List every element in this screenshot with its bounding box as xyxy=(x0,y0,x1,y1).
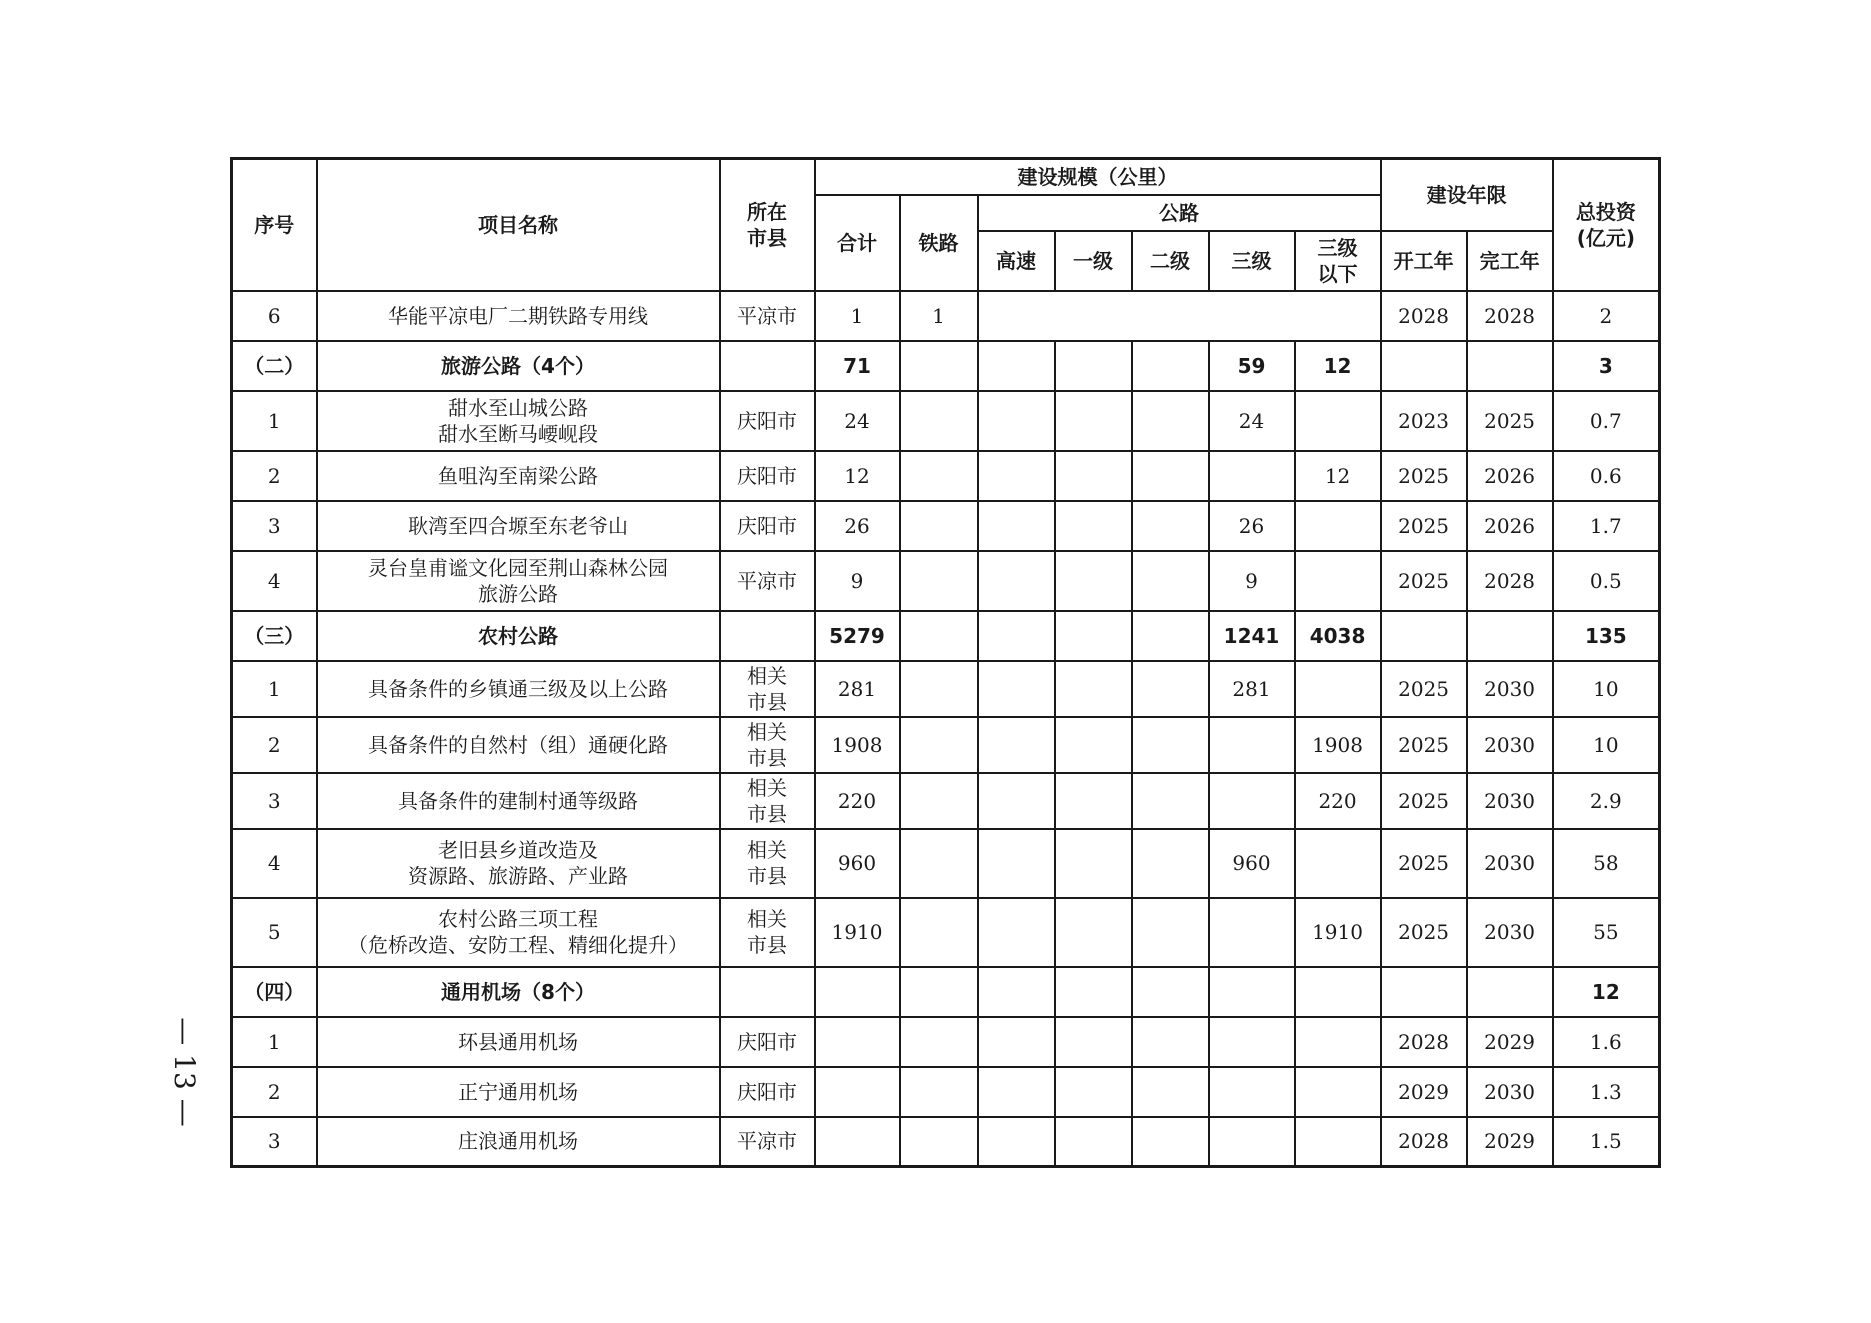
cell-seq: 3 xyxy=(232,1117,317,1167)
cell-location-line: 市县 xyxy=(747,689,787,714)
cell-seq: （三） xyxy=(232,611,317,661)
cell-grade1 xyxy=(1055,829,1132,898)
cell-seq: 1 xyxy=(232,1017,317,1067)
cell-railway xyxy=(900,611,978,661)
cell-location-line: 平凉市 xyxy=(737,568,797,593)
cell-location xyxy=(720,1067,815,1117)
table-row xyxy=(232,1117,1660,1167)
cell-grade2 xyxy=(1132,773,1209,829)
header-investment xyxy=(1553,159,1660,291)
cell-start-year: 2028 xyxy=(1381,1117,1467,1167)
cell-location-line: 相关 xyxy=(747,838,787,862)
cell-end-year: 2029 xyxy=(1467,1117,1553,1167)
cell-location xyxy=(720,611,815,661)
cell-below-grade3: 1908 xyxy=(1295,717,1381,773)
cell-project-name xyxy=(317,451,720,501)
cell-grade2 xyxy=(1132,1117,1209,1167)
cell-project-name xyxy=(317,717,720,773)
cell-project-name-line: 农村公路三项工程 xyxy=(438,907,598,931)
cell-start-year xyxy=(1381,341,1467,391)
cell-project-name-line: 鱼咀沟至南梁公路 xyxy=(438,463,598,488)
cell-investment: 55 xyxy=(1553,898,1660,967)
cell-project-name xyxy=(317,829,720,898)
cell-location-line: 市县 xyxy=(747,801,787,826)
header-highway-group: 公路 xyxy=(978,195,1381,231)
cell-grade1 xyxy=(1055,611,1132,661)
cell-location-line: 相关 xyxy=(747,719,787,744)
cell-end-year: 2026 xyxy=(1467,451,1553,501)
cell-grade2 xyxy=(1132,501,1209,551)
cell-grade3 xyxy=(1209,717,1295,773)
cell-project-name-line: （危桥改造、安防工程、精细化提升） xyxy=(348,933,688,957)
cell-expressway xyxy=(978,1067,1055,1117)
project-table xyxy=(230,157,1661,1168)
cell-project-name-line: 华能平凉电厂二期铁路专用线 xyxy=(388,303,648,328)
cell-grade3 xyxy=(1209,1017,1295,1067)
cell-below-grade3 xyxy=(1295,1067,1381,1117)
cell-start-year: 2028 xyxy=(1381,1017,1467,1067)
cell-location xyxy=(720,451,815,501)
header-start-year: 开工年 xyxy=(1381,231,1467,291)
cell-expressway xyxy=(978,967,1055,1017)
cell-location xyxy=(720,898,815,967)
cell-total: 9 xyxy=(815,551,900,611)
cell-below-grade3 xyxy=(1295,501,1381,551)
cell-location xyxy=(720,773,815,829)
cell-seq: 1 xyxy=(232,391,317,451)
cell-start-year xyxy=(1381,967,1467,1017)
cell-end-year: 2026 xyxy=(1467,501,1553,551)
cell-grade3 xyxy=(1209,1067,1295,1117)
cell-seq: 4 xyxy=(232,829,317,898)
cell-investment: 10 xyxy=(1553,661,1660,717)
cell-railway xyxy=(900,773,978,829)
table-row xyxy=(232,451,1660,501)
cell-start-year: 2025 xyxy=(1381,551,1467,611)
cell-investment: 0.5 xyxy=(1553,551,1660,611)
cell-grade3 xyxy=(1209,1117,1295,1167)
cell-project-name xyxy=(317,898,720,967)
header-below3-line1: 三级 xyxy=(1317,235,1358,260)
table-header xyxy=(232,159,1660,291)
header-scale-group: 建设规模（公里） xyxy=(815,159,1381,195)
cell-location-line: 庆阳市 xyxy=(737,513,797,538)
cell-investment: 135 xyxy=(1553,611,1660,661)
cell-grade2 xyxy=(1132,451,1209,501)
cell-grade2 xyxy=(1132,1067,1209,1117)
cell-end-year: 2025 xyxy=(1467,391,1553,451)
cell-end-year: 2030 xyxy=(1467,829,1553,898)
cell-project-name xyxy=(317,1067,720,1117)
cell-grade3: 1241 xyxy=(1209,611,1295,661)
cell-below-grade3: 4038 xyxy=(1295,611,1381,661)
cell-start-year: 2025 xyxy=(1381,501,1467,551)
cell-grade3: 24 xyxy=(1209,391,1295,451)
cell-below-grade3 xyxy=(1295,967,1381,1017)
cell-railway xyxy=(900,1017,978,1067)
cell-location xyxy=(720,291,815,341)
cell-start-year: 2025 xyxy=(1381,829,1467,898)
cell-project-name-line: 甜水至山城公路 xyxy=(448,395,588,420)
cell-investment: 3 xyxy=(1553,341,1660,391)
cell-location-line: 相关 xyxy=(747,907,787,931)
cell-location-line: 庆阳市 xyxy=(737,408,797,433)
cell-end-year xyxy=(1467,611,1553,661)
cell-railway xyxy=(900,717,978,773)
cell-below-grade3: 220 xyxy=(1295,773,1381,829)
cell-railway xyxy=(900,341,978,391)
table-row xyxy=(232,898,1660,967)
cell-railway xyxy=(900,661,978,717)
cell-end-year: 2028 xyxy=(1467,291,1553,341)
cell-below-grade3: 1910 xyxy=(1295,898,1381,967)
cell-grade1 xyxy=(1055,551,1132,611)
cell-end-year: 2030 xyxy=(1467,1067,1553,1117)
cell-project-name-line: 老旧县乡道改造及 xyxy=(438,838,598,862)
cell-location-line: 庆阳市 xyxy=(737,1029,797,1054)
cell-grade2 xyxy=(1132,898,1209,967)
cell-seq: 2 xyxy=(232,451,317,501)
cell-end-year: 2030 xyxy=(1467,661,1553,717)
table-row xyxy=(232,551,1660,611)
cell-expressway xyxy=(978,551,1055,611)
cell-railway xyxy=(900,898,978,967)
cell-grade1 xyxy=(1055,773,1132,829)
cell-total xyxy=(815,1017,900,1067)
cell-grade3 xyxy=(1209,451,1295,501)
cell-start-year: 2025 xyxy=(1381,773,1467,829)
cell-end-year: 2029 xyxy=(1467,1017,1553,1067)
cell-total: 220 xyxy=(815,773,900,829)
header-below3-line2: 以下 xyxy=(1317,261,1358,286)
cell-expressway xyxy=(978,829,1055,898)
cell-project-name-line: 灵台皇甫谧文化园至荆山森林公园 xyxy=(368,555,668,580)
cell-investment: 2.9 xyxy=(1553,773,1660,829)
cell-below-grade3: 12 xyxy=(1295,451,1381,501)
cell-seq: 3 xyxy=(232,501,317,551)
cell-project-name xyxy=(317,967,720,1017)
cell-total: 12 xyxy=(815,451,900,501)
cell-grade2 xyxy=(1132,967,1209,1017)
cell-total: 5279 xyxy=(815,611,900,661)
header-location xyxy=(720,159,815,291)
cell-project-name-line: 正宁通用机场 xyxy=(458,1079,578,1104)
cell-location-line: 相关 xyxy=(747,775,787,800)
section-row xyxy=(232,967,1660,1017)
cell-project-name-line: 庄浪通用机场 xyxy=(458,1129,578,1154)
cell-total: 24 xyxy=(815,391,900,451)
cell-grade3 xyxy=(1209,967,1295,1017)
cell-project-name xyxy=(317,501,720,551)
cell-railway xyxy=(900,501,978,551)
cell-railway xyxy=(900,551,978,611)
cell-grade3: 26 xyxy=(1209,501,1295,551)
cell-investment: 0.7 xyxy=(1553,391,1660,451)
cell-location xyxy=(720,501,815,551)
cell-below-grade3 xyxy=(1295,661,1381,717)
cell-location xyxy=(720,717,815,773)
cell-project-name xyxy=(317,1017,720,1067)
cell-project-name-line: 具备条件的建制村通等级路 xyxy=(398,788,638,813)
cell-location-line: 市县 xyxy=(747,745,787,770)
cell-location-line: 相关 xyxy=(747,663,787,688)
cell-railway xyxy=(900,967,978,1017)
section-row xyxy=(232,341,1660,391)
cell-total: 71 xyxy=(815,341,900,391)
cell-location-line: 市县 xyxy=(747,864,787,888)
cell-grade2 xyxy=(1132,341,1209,391)
cell-project-name xyxy=(317,611,720,661)
header-location-line1: 所在 xyxy=(747,199,787,224)
cell-location xyxy=(720,967,815,1017)
table-row xyxy=(232,291,1660,341)
cell-expressway xyxy=(978,451,1055,501)
cell-below-grade3 xyxy=(1295,551,1381,611)
cell-grade2 xyxy=(1132,551,1209,611)
cell-start-year: 2025 xyxy=(1381,717,1467,773)
cell-start-year: 2025 xyxy=(1381,898,1467,967)
cell-grade2 xyxy=(1132,661,1209,717)
cell-investment: 12 xyxy=(1553,967,1660,1017)
cell-investment: 1.7 xyxy=(1553,501,1660,551)
header-grade2: 二级 xyxy=(1132,231,1209,291)
cell-grade1 xyxy=(1055,1017,1132,1067)
cell-project-name-line: 甜水至断马崾岘段 xyxy=(438,421,598,446)
cell-location xyxy=(720,341,815,391)
cell-location-line: 平凉市 xyxy=(737,303,797,328)
page-number: — 13 — xyxy=(168,1017,202,1127)
cell-seq: 2 xyxy=(232,1067,317,1117)
cell-below-grade3 xyxy=(1295,1017,1381,1067)
cell-total: 960 xyxy=(815,829,900,898)
table-row xyxy=(232,391,1660,451)
table-row xyxy=(232,501,1660,551)
cell-total: 26 xyxy=(815,501,900,551)
cell-location xyxy=(720,1017,815,1067)
cell-project-name xyxy=(317,341,720,391)
cell-grade3: 9 xyxy=(1209,551,1295,611)
cell-expressway xyxy=(978,717,1055,773)
cell-below-grade3: 12 xyxy=(1295,341,1381,391)
cell-investment: 1.3 xyxy=(1553,1067,1660,1117)
cell-project-name xyxy=(317,661,720,717)
cell-start-year: 2025 xyxy=(1381,451,1467,501)
cell-below-grade3 xyxy=(1295,829,1381,898)
cell-railway xyxy=(900,451,978,501)
cell-expressway xyxy=(978,898,1055,967)
cell-project-name-line: 旅游公路 xyxy=(478,581,558,606)
cell-end-year: 2030 xyxy=(1467,773,1553,829)
cell-grade3: 59 xyxy=(1209,341,1295,391)
cell-expressway xyxy=(978,391,1055,451)
cell-grade3 xyxy=(1209,898,1295,967)
cell-investment: 1.5 xyxy=(1553,1117,1660,1167)
cell-railway xyxy=(900,1067,978,1117)
cell-expressway xyxy=(978,501,1055,551)
cell-grade2 xyxy=(1132,1017,1209,1067)
cell-project-name-line: 资源路、旅游路、产业路 xyxy=(408,864,628,888)
cell-end-year xyxy=(1467,341,1553,391)
header-location-line2: 市县 xyxy=(747,225,787,250)
cell-below-grade3 xyxy=(1295,391,1381,451)
cell-start-year: 2025 xyxy=(1381,661,1467,717)
cell-seq: 4 xyxy=(232,551,317,611)
cell-highway-merged xyxy=(978,291,1381,341)
cell-total xyxy=(815,967,900,1017)
cell-total: 1 xyxy=(815,291,900,341)
table-row xyxy=(232,1017,1660,1067)
cell-total: 1910 xyxy=(815,898,900,967)
header-expressway: 高速 xyxy=(978,231,1055,291)
header-seq: 序号 xyxy=(232,159,317,291)
cell-location-line: 平凉市 xyxy=(737,1129,797,1154)
cell-project-name xyxy=(317,391,720,451)
cell-railway xyxy=(900,391,978,451)
cell-grade1 xyxy=(1055,717,1132,773)
cell-end-year: 2030 xyxy=(1467,717,1553,773)
cell-seq: 3 xyxy=(232,773,317,829)
cell-project-name xyxy=(317,773,720,829)
cell-end-year: 2030 xyxy=(1467,898,1553,967)
cell-expressway xyxy=(978,1117,1055,1167)
cell-grade2 xyxy=(1132,611,1209,661)
cell-project-name xyxy=(317,291,720,341)
cell-seq: 6 xyxy=(232,291,317,341)
cell-project-name-line: 旅游公路（4个） xyxy=(441,353,595,378)
cell-end-year xyxy=(1467,967,1553,1017)
cell-start-year: 2023 xyxy=(1381,391,1467,451)
cell-seq: 1 xyxy=(232,661,317,717)
cell-grade1 xyxy=(1055,967,1132,1017)
cell-grade1 xyxy=(1055,451,1132,501)
cell-investment: 58 xyxy=(1553,829,1660,898)
cell-start-year xyxy=(1381,611,1467,661)
cell-seq: （四） xyxy=(232,967,317,1017)
table-row xyxy=(232,773,1660,829)
cell-grade3 xyxy=(1209,773,1295,829)
header-grade1: 一级 xyxy=(1055,231,1132,291)
cell-investment: 1.6 xyxy=(1553,1017,1660,1067)
cell-project-name-line: 耿湾至四合塬至东老爷山 xyxy=(408,513,628,538)
cell-railway xyxy=(900,829,978,898)
cell-location xyxy=(720,551,815,611)
cell-location xyxy=(720,391,815,451)
cell-end-year: 2028 xyxy=(1467,551,1553,611)
cell-railway xyxy=(900,1117,978,1167)
cell-investment: 0.6 xyxy=(1553,451,1660,501)
header-name: 项目名称 xyxy=(317,159,720,291)
table-row xyxy=(232,1067,1660,1117)
cell-below-grade3 xyxy=(1295,1117,1381,1167)
cell-location-line: 庆阳市 xyxy=(737,463,797,488)
cell-seq: 2 xyxy=(232,717,317,773)
cell-railway: 1 xyxy=(900,291,978,341)
cell-total xyxy=(815,1067,900,1117)
cell-seq: 5 xyxy=(232,898,317,967)
table-row xyxy=(232,829,1660,898)
header-invest-line2: (亿元) xyxy=(1576,225,1635,250)
cell-total: 281 xyxy=(815,661,900,717)
table-body xyxy=(232,291,1660,1167)
cell-expressway xyxy=(978,341,1055,391)
cell-project-name-line: 具备条件的乡镇通三级及以上公路 xyxy=(368,676,668,701)
cell-project-name xyxy=(317,1117,720,1167)
header-invest-line1: 总投资 xyxy=(1575,199,1636,224)
header-end-year: 完工年 xyxy=(1467,231,1553,291)
table-row xyxy=(232,717,1660,773)
cell-grade1 xyxy=(1055,898,1132,967)
cell-project-name xyxy=(317,551,720,611)
cell-project-name-line: 农村公路 xyxy=(478,623,558,648)
cell-expressway xyxy=(978,661,1055,717)
cell-expressway xyxy=(978,611,1055,661)
cell-grade3: 281 xyxy=(1209,661,1295,717)
cell-grade1 xyxy=(1055,1067,1132,1117)
header-period-group: 建设年限 xyxy=(1381,159,1553,231)
cell-project-name-line: 环县通用机场 xyxy=(458,1029,578,1054)
cell-location-line: 庆阳市 xyxy=(737,1079,797,1104)
header-total: 合计 xyxy=(815,195,900,291)
cell-expressway xyxy=(978,773,1055,829)
cell-investment: 10 xyxy=(1553,717,1660,773)
cell-grade1 xyxy=(1055,501,1132,551)
cell-grade2 xyxy=(1132,717,1209,773)
header-grade3: 三级 xyxy=(1209,231,1295,291)
cell-total: 1908 xyxy=(815,717,900,773)
cell-grade2 xyxy=(1132,829,1209,898)
cell-investment: 2 xyxy=(1553,291,1660,341)
cell-start-year: 2028 xyxy=(1381,291,1467,341)
table-row xyxy=(232,661,1660,717)
cell-grade1 xyxy=(1055,341,1132,391)
header-railway: 铁路 xyxy=(900,195,978,291)
cell-grade1 xyxy=(1055,661,1132,717)
cell-grade2 xyxy=(1132,391,1209,451)
cell-location xyxy=(720,1117,815,1167)
section-row xyxy=(232,611,1660,661)
cell-grade1 xyxy=(1055,391,1132,451)
cell-project-name-line: 通用机场（8个） xyxy=(441,979,595,1004)
header-below-grade3 xyxy=(1295,231,1381,291)
cell-location xyxy=(720,661,815,717)
cell-total xyxy=(815,1117,900,1167)
cell-expressway xyxy=(978,1017,1055,1067)
cell-location xyxy=(720,829,815,898)
cell-location-line: 市县 xyxy=(747,933,787,957)
cell-grade1 xyxy=(1055,1117,1132,1167)
cell-project-name-line: 具备条件的自然村（组）通硬化路 xyxy=(368,732,668,757)
cell-start-year: 2029 xyxy=(1381,1067,1467,1117)
cell-seq: （二） xyxy=(232,341,317,391)
cell-grade3: 960 xyxy=(1209,829,1295,898)
